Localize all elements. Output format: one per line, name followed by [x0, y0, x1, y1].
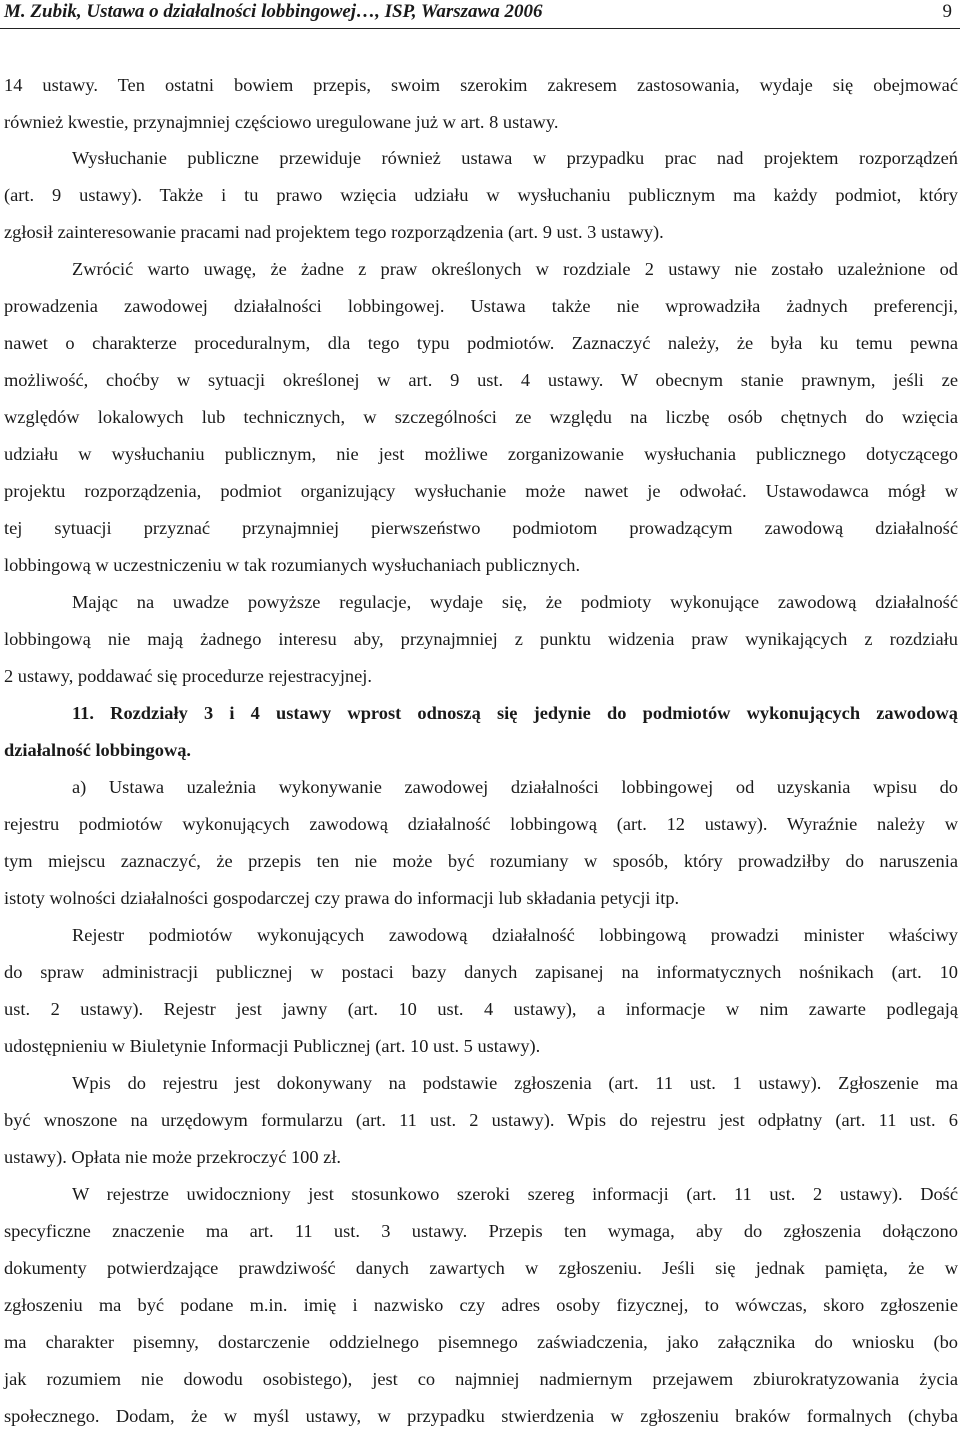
section-heading: 11. Rozdziały 3 i 4 ustawy wprost odnoszą się jedynie do podmiotów wykonujących zawodową [72, 703, 958, 723]
text-line: również kwestie, przynajmniej częściowo uregulowane już w art. 8 ustawy. [4, 112, 559, 132]
text-line: udziału w wysłuchaniu publicznym, nie jest możliwe zorganizowanie wysłuchania publicznego dotyczącego [4, 444, 958, 464]
section-heading: działalność lobbingową. [4, 740, 192, 760]
text-line: W rejestrze uwidoczniony jest stosunkowo szeroki szereg informacji (art. 11 ust. 2 ustawy). Dość [72, 1184, 958, 1204]
text-line: ma charakter pisemny, dostarczenie oddzielnego pisemnego zaświadczenia, jako załącznika do wniosku (bo [4, 1332, 958, 1352]
text-line: nawet o charakterze proceduralnym, dla tego typu podmiotów. Zaznaczyć należy, że była ku temu pewna [4, 333, 958, 353]
text-line: a) Ustawa uzależnia wykonywanie zawodowej działalności lobbingowej od uzyskania wpisu do [72, 777, 958, 797]
text-line: udostępnieniu w Biuletynie Informacji Publicznej (art. 10 ust. 5 ustawy). [4, 1036, 541, 1056]
running-header [0, 0, 960, 29]
text-line: do spraw administracji publicznej w postaci bazy danych zapisanej na informatycznych nośnikach (art. 10 [4, 962, 958, 982]
text-line: 2 ustawy, poddawać się procedurze rejestracyjnej. [4, 666, 372, 686]
text-line: specyficzne znaczenie ma art. 11 ust. 3 ustawy. Przepis ten wymaga, aby do zgłoszenia dołączono [4, 1221, 958, 1241]
text-line: zgłoszeniu ma być podane m.in. imię i nazwisko czy adres osoby fizycznej, to wówczas, skoro zgłoszenie [4, 1295, 958, 1315]
text-line: ustawy). Opłata nie może przekroczyć 100 zł. [4, 1147, 342, 1167]
text-line: Wpis do rejestru jest dokonywany na podstawie zgłoszenia (art. 11 ust. 1 ustawy). Zgłoszenie ma [72, 1073, 958, 1093]
text-line: Wysłuchanie publiczne przewiduje również ustawa w przypadku prac nad projektem rozporządzeń [72, 148, 958, 168]
text-line: rejestru podmiotów wykonujących zawodową działalność lobbingową (art. 12 ustawy). Wyraźnie należy w [4, 814, 958, 834]
text-line: być wnoszone na urzędowym formularzu (art. 11 ust. 2 ustawy). Wpis do rejestru jest odpłatny (art. 11 ust. 6 [4, 1110, 958, 1130]
text-line: lobbingową nie mają żadnego interesu aby, przynajmniej z punktu widzenia praw wynikających z rozdziału [4, 629, 958, 649]
text-line: 14 ustawy. Ten ostatni bowiem przepis, swoim szerokim zakresem zastosowania, wydaje się obejmować [4, 75, 958, 95]
text-line: prowadzenia zawodowej działalności lobbingowej. Ustawa także nie wprowadziła żadnych preferencji, [4, 296, 958, 316]
page-number: 9 [942, 1, 952, 22]
text-line: Mając na uwadze powyższe regulacje, wydaje się, że podmioty wykonujące zawodową działalność [72, 592, 958, 612]
text-line: tej sytuacji przyznać przynajmniej pierwszeństwo podmiotom prowadzącym zawodową działalność [4, 518, 958, 538]
text-line: możliwość, choćby w sytuacji określonej w art. 9 ust. 4 ustawy. W obecnym stanie prawnym, jeśli ze [4, 370, 958, 390]
text-line: tym miejscu zaznaczyć, że przepis ten nie może być rozumiany w sposób, który prowadziłby do naruszenia [4, 851, 958, 871]
text-line: lobbingową w uczestniczeniu w tak rozumianych wysłuchaniach publicznych. [4, 555, 581, 575]
text-line: (art. 9 ustawy). Także i tu prawo wzięcia udziału w wysłuchaniu publicznym ma każdy podmiot, który [4, 185, 958, 205]
header-title: M. Zubik, Ustawa o działalności lobbingowej…, ISP, Warszawa 2006 [4, 1, 543, 22]
text-line: jak rozumiem nie dowodu osobistego), jest co najmniej nadmiernym przejawem zbiurokratyzowania życia [4, 1369, 958, 1389]
text-line: projektu rozporządzenia, podmiot organizujący wysłuchanie może nawet je odwołać. Ustawodawca mógł w [4, 481, 958, 501]
text-line: Zwrócić warto uwagę, że żadne z praw określonych w rozdziale 2 ustawy nie zostało uzależnione od [72, 259, 958, 279]
text-line: względów lokalowych lub technicznych, w szczególności ze względu na liczbę osób chętnych do wzięcia [4, 407, 958, 427]
text-line: dokumenty potwierdzające prawdziwość danych zawartych w zgłoszeniu. Jeśli się jednak pamięta, że w [4, 1258, 958, 1278]
text-line: zgłosił zainteresowanie pracami nad projektem tego rozporządzenia (art. 9 ust. 3 ustawy). [4, 222, 664, 242]
text-line: Rejestr podmiotów wykonujących zawodową działalność lobbingową prowadzi minister właściwy [72, 925, 958, 945]
text-line: społecznego. Dodam, że w myśl ustawy, w przypadku stwierdzenia w zgłoszeniu braków formalnych (chyba [4, 1406, 958, 1426]
text-line: ust. 2 ustawy). Rejestr jest jawny (art. 10 ust. 4 ustawy), a informacje w nim zawarte podlegają [4, 999, 958, 1019]
text-line: istoty wolności działalności gospodarczej czy prawa do informacji lub składania petycji itp. [4, 888, 680, 908]
